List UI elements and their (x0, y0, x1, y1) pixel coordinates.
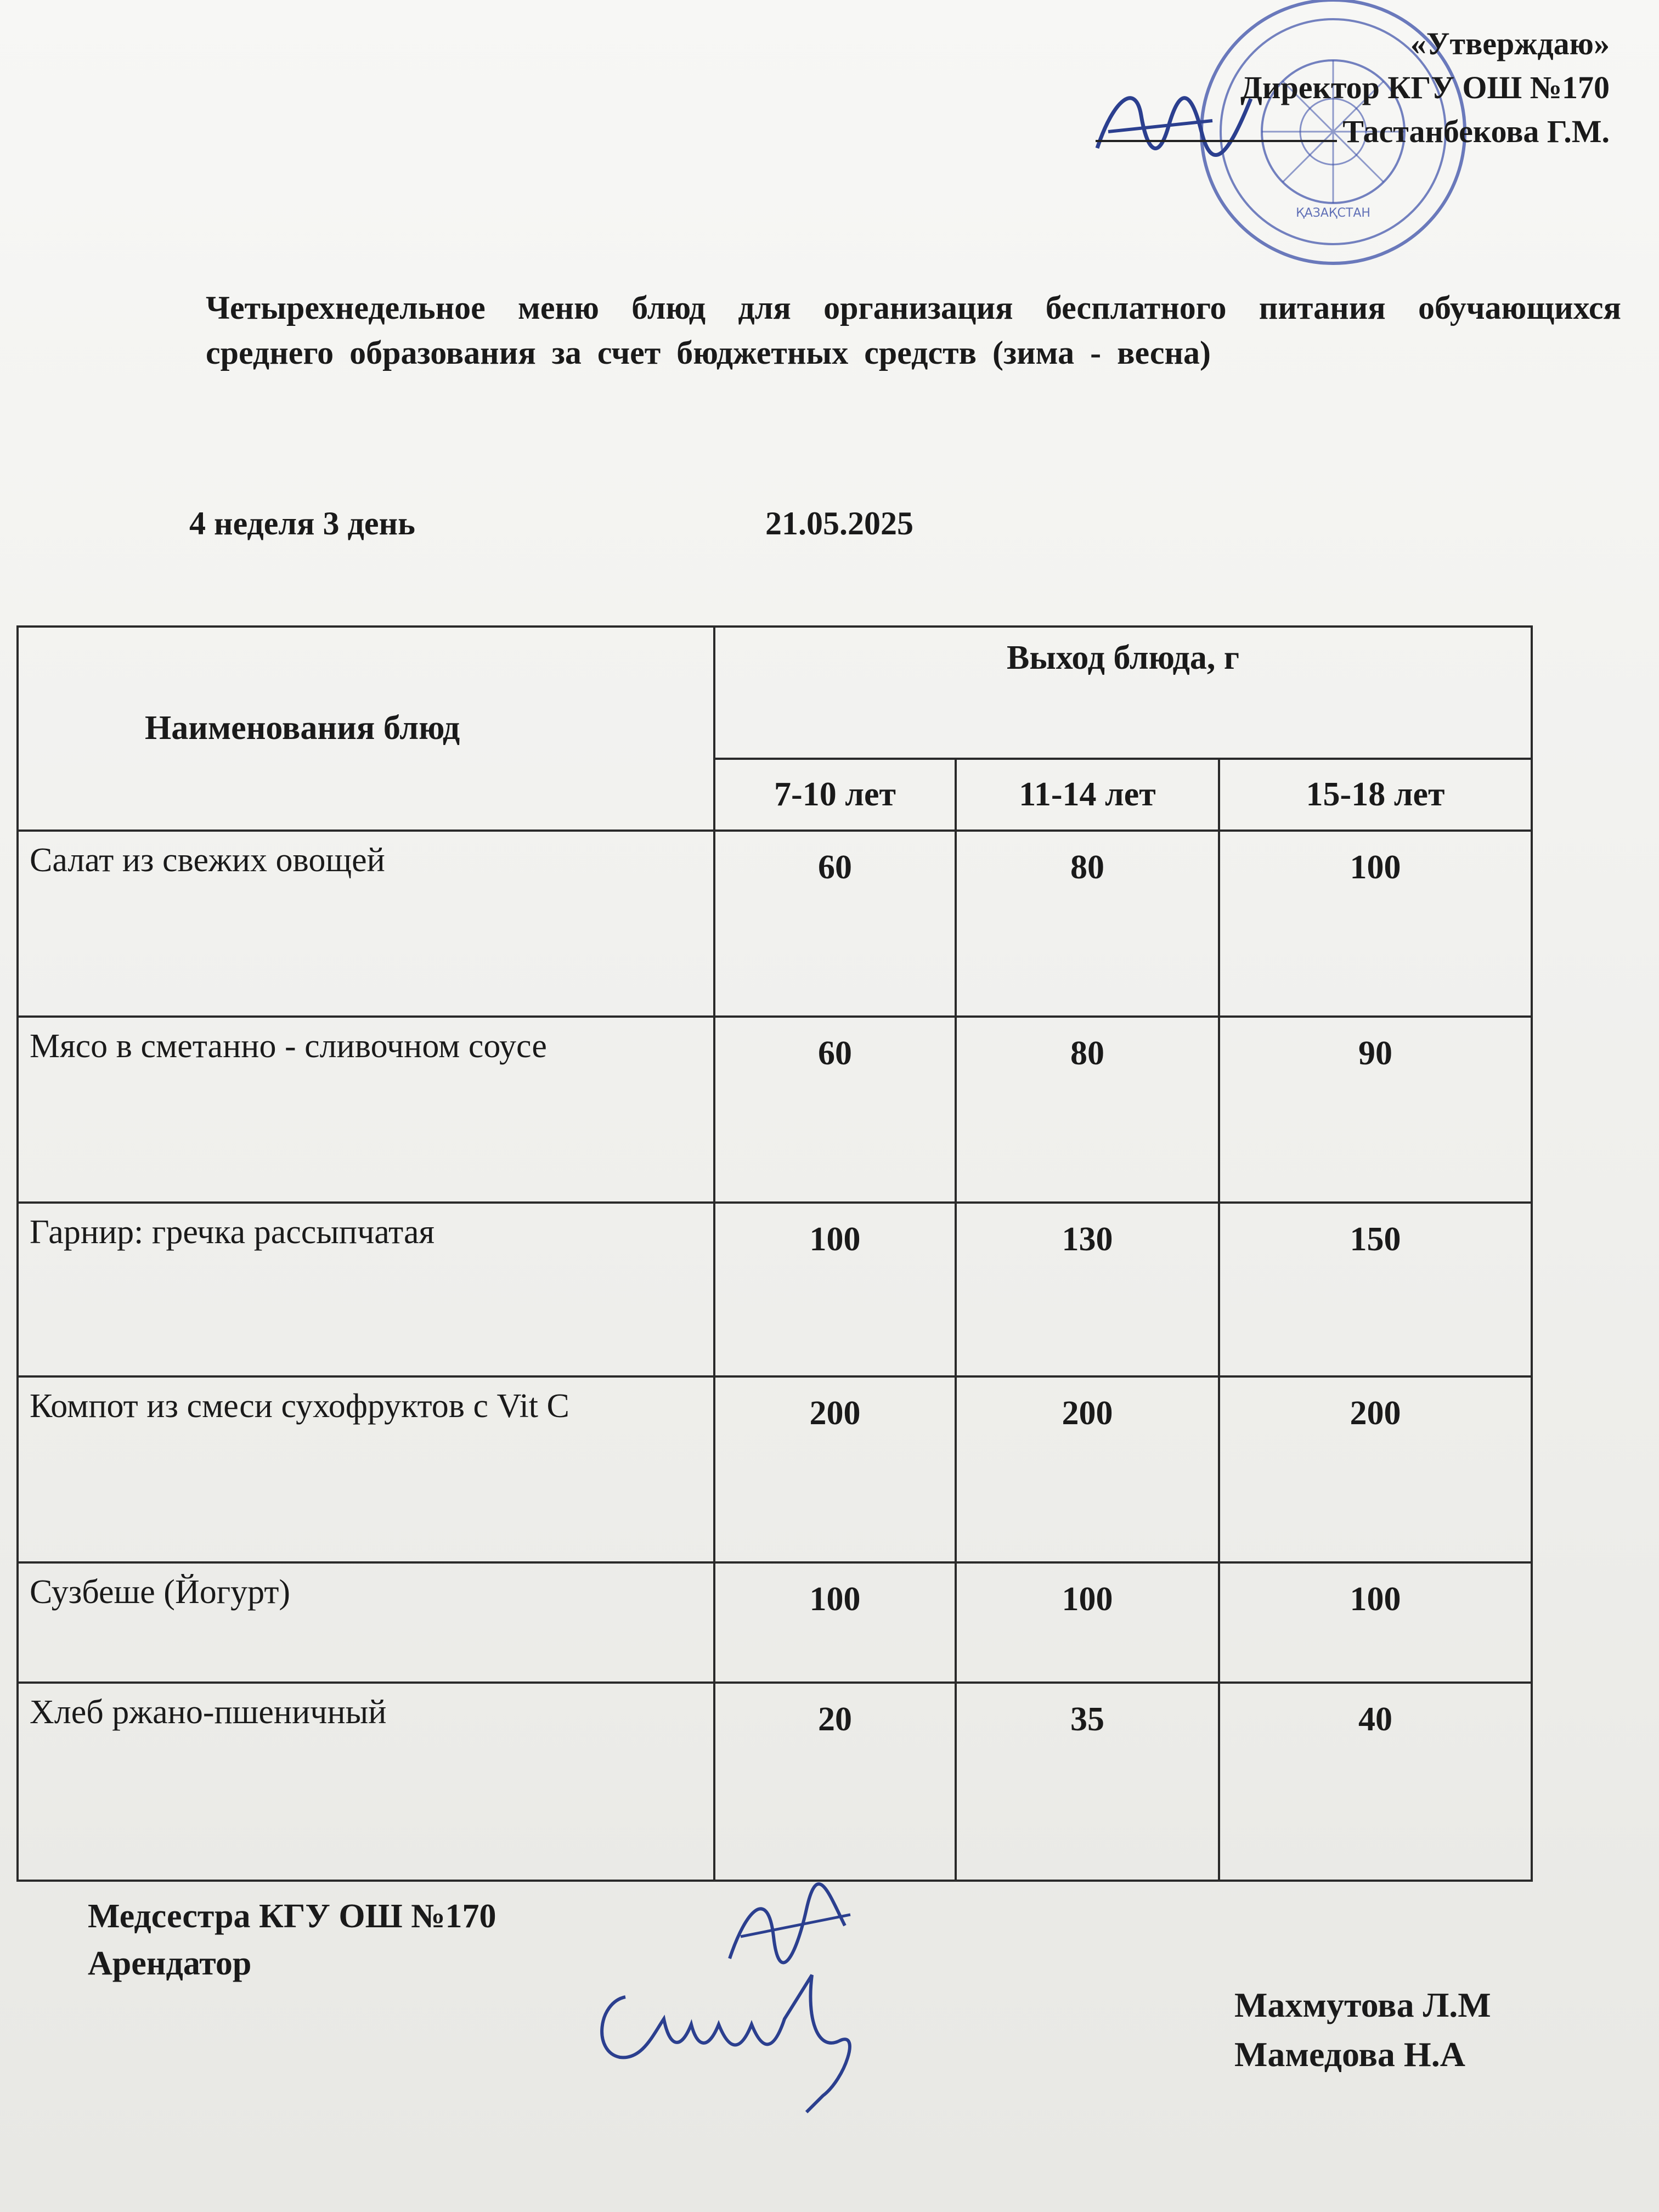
table-row (18, 831, 1532, 1017)
portion-7-10: 20 (714, 1683, 956, 1881)
tenant-signature (587, 1953, 894, 2118)
portion-11-14: 200 (956, 1376, 1219, 1562)
director-name-line (1096, 110, 1610, 154)
approval-heading: «Утверждаю» (1410, 26, 1610, 61)
footer-names (1234, 1980, 1491, 2079)
portion-15-18: 90 (1219, 1017, 1532, 1203)
tenant-role: Арендатор (88, 1945, 252, 1982)
menu-table-wrapper (16, 625, 1531, 1882)
age-header-11-14: 11-14 лет (956, 759, 1219, 831)
footer-roles (88, 1893, 496, 1987)
dish-name: Гарнир: гречка рассыпчатая (18, 1203, 714, 1376)
table-row (18, 1376, 1532, 1562)
table-row (18, 1203, 1532, 1376)
table-row (18, 1562, 1532, 1683)
director-name: Тастанбекова Г.М. (1342, 114, 1610, 149)
nurse-role: Медсестра КГУ ОШ №170 (88, 1898, 496, 1935)
menu-meta (189, 505, 913, 543)
approval-block (1096, 22, 1610, 154)
portion-11-14: 100 (956, 1562, 1219, 1683)
column-header-output: Выход блюда, г (714, 627, 1532, 759)
table-row (18, 1017, 1532, 1203)
portion-7-10: 60 (714, 831, 956, 1017)
dish-name: Мясо в сметанно - сливочном соусе (18, 1017, 714, 1203)
portion-11-14: 130 (956, 1203, 1219, 1376)
portion-11-14: 35 (956, 1683, 1219, 1881)
table-row (18, 1683, 1532, 1881)
week-day: 4 неделя 3 день (189, 505, 415, 541)
portion-7-10: 60 (714, 1017, 956, 1203)
signature-line (1096, 118, 1337, 142)
dish-name: Хлеб ржано-пшеничный (18, 1683, 714, 1881)
portion-11-14: 80 (956, 1017, 1219, 1203)
tenant-name: Мамедова Н.А (1234, 2035, 1465, 2074)
portion-7-10: 200 (714, 1376, 956, 1562)
menu-title: Четырехнедельное меню блюд для организация бесплатного питания обучающихся среднего образования за счет бюджетных средств (зима - весна) (206, 290, 1621, 371)
column-header-dish: Наименования блюд (18, 627, 714, 831)
portion-15-18: 150 (1219, 1203, 1532, 1376)
table-header-row (18, 627, 1532, 759)
portion-15-18: 100 (1219, 831, 1532, 1017)
portion-15-18: 40 (1219, 1683, 1532, 1881)
portion-11-14: 80 (956, 831, 1219, 1017)
svg-text:ҚАЗАҚСТАН: ҚАЗАҚСТАН (1296, 206, 1370, 220)
age-header-15-18: 15-18 лет (1219, 759, 1532, 831)
menu-date: 21.05.2025 (765, 505, 913, 541)
portion-7-10: 100 (714, 1562, 956, 1683)
dish-name: Салат из свежих овощей (18, 831, 714, 1017)
portion-7-10: 100 (714, 1203, 956, 1376)
menu-table (16, 625, 1533, 1882)
portion-15-18: 200 (1219, 1376, 1532, 1562)
portion-15-18: 100 (1219, 1562, 1532, 1683)
dish-name: Сузбеше (Йогурт) (18, 1562, 714, 1683)
nurse-name: Махмутова Л.М (1234, 1985, 1491, 2024)
dish-name: Компот из смеси сухофруктов с Vit C (18, 1376, 714, 1562)
director-title: Директор КГУ ОШ №170 (1240, 70, 1610, 105)
age-header-7-10: 7-10 лет (714, 759, 956, 831)
